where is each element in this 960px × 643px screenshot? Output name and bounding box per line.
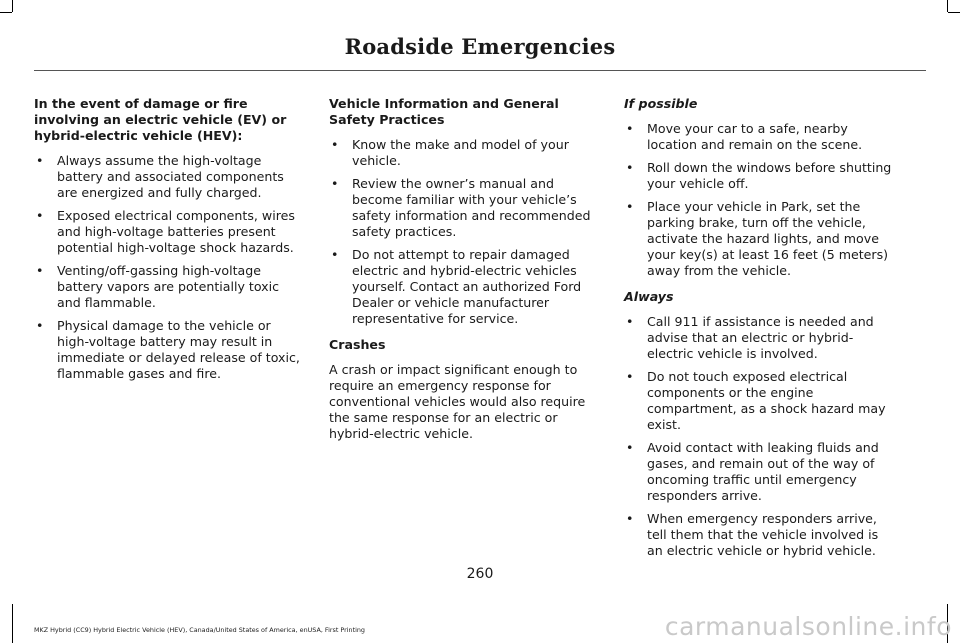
bullet-glyph: •: [36, 153, 44, 168]
list-item: [329, 247, 601, 327]
always-list: [624, 314, 896, 559]
list-item: [329, 137, 601, 169]
list-item: [34, 208, 306, 256]
list-item-text: Roll down the windows before shutting your vehicle off.: [647, 160, 892, 191]
page-title: Roadside Emergencies: [344, 34, 616, 59]
list-item-text: Move your car to a safe, nearby location and remain on the scene.: [647, 121, 863, 152]
list-item-text: Always assume the high-voltage battery and associated components are energized and fully charged.: [57, 153, 284, 200]
header-divider: [34, 70, 926, 71]
always-heading: Always: [624, 289, 674, 304]
list-item-text: Do not attempt to repair damaged electric and hybrid-electric vehicles yourself. Contact an authorized Ford Dealer or vehicle manufacturer representative for service.: [352, 247, 582, 326]
bullet-glyph: •: [626, 314, 634, 329]
crop-mark-top-left: [12, 0, 13, 12]
list-item-text: Review the owner’s manual and become familiar with your vehicle’s safety information and recommended safety practices.: [352, 176, 591, 239]
list-item: [34, 263, 306, 311]
list-item-text: When emergency responders arrive, tell them that the vehicle involved is an electric vehicle or hybrid vehicle.: [647, 511, 879, 558]
bullet-glyph: •: [626, 121, 634, 136]
left-heading: In the event of damage or fire involving an electric vehicle (EV) or hybrid-electric vehicle (HEV):: [34, 96, 287, 143]
crop-mark-top-right-h: [948, 12, 960, 13]
bullet-glyph: •: [331, 137, 339, 152]
list-item-text: Venting/off-gassing high-voltage battery vapors are potentially toxic and flammable.: [57, 263, 280, 310]
list-item: [624, 369, 896, 433]
bullet-glyph: •: [36, 318, 44, 333]
list-item: [34, 153, 306, 201]
middle-column: [329, 96, 601, 454]
list-item: [34, 318, 306, 382]
bullet-glyph: •: [626, 369, 634, 384]
crashes-paragraph: A crash or impact significant enough to require an emergency response for conventional vehicles would also require the same response for an electric or hybrid-electric vehicle.: [329, 362, 586, 441]
left-list: [34, 153, 306, 382]
crop-mark-top-left-h: [0, 12, 12, 13]
crop-mark-bottom-left: [12, 604, 13, 643]
if-possible-heading: If possible: [624, 96, 698, 111]
bullet-glyph: •: [626, 511, 634, 526]
watermark-logo: carmanualsonline.info: [664, 612, 952, 641]
crashes-heading: Crashes: [329, 337, 386, 352]
list-item-text: Avoid contact with leaking fluids and gases, and remain out of the way of oncoming traffic until emergency responders arrive.: [647, 440, 879, 503]
list-item: [624, 160, 896, 192]
bullet-glyph: •: [36, 263, 44, 278]
list-item-text: Exposed electrical components, wires and high-voltage batteries present potential high-voltage shock hazards.: [57, 208, 295, 255]
list-item: [624, 199, 896, 279]
middle-heading: Vehicle Information and General Safety Practices: [329, 96, 559, 127]
list-item: [329, 176, 601, 240]
list-item-text: Do not touch exposed electrical components or the engine compartment, as a shock hazard may exist.: [647, 369, 886, 432]
bullet-glyph: •: [626, 160, 634, 175]
list-item: [624, 511, 896, 559]
bullet-glyph: •: [331, 176, 339, 191]
list-item: [624, 314, 896, 362]
list-item: [624, 440, 896, 504]
page-number: 260: [466, 566, 494, 582]
list-item-text: Know the make and model of your vehicle.: [352, 137, 569, 168]
middle-list: [329, 137, 601, 327]
bullet-glyph: •: [36, 208, 44, 223]
list-item-text: Place your vehicle in Park, set the parking brake, turn off the vehicle, activate the hazard lights, and move your key(s) at least 16 feet (5 meters) away from the vehicle.: [647, 199, 889, 278]
crop-mark-top-right: [947, 0, 948, 12]
bullet-glyph: •: [626, 440, 634, 455]
footer-text: MKZ Hybrid (CC9) Hybrid Electric Vehicle (HEV), Canada/United States of America, enUSA, First Printing: [34, 626, 365, 634]
bullet-glyph: •: [626, 199, 634, 214]
if-possible-list: [624, 121, 896, 279]
list-item-text: Call 911 if assistance is needed and advise that an electric or hybrid-electric vehicle is involved.: [647, 314, 874, 361]
bullet-glyph: •: [331, 247, 339, 262]
list-item: [624, 121, 896, 153]
right-column: [624, 96, 896, 569]
left-column: [34, 96, 306, 392]
list-item-text: Physical damage to the vehicle or high-voltage battery may result in immediate or delayed release of toxic, flammable gases and fire.: [57, 318, 300, 381]
